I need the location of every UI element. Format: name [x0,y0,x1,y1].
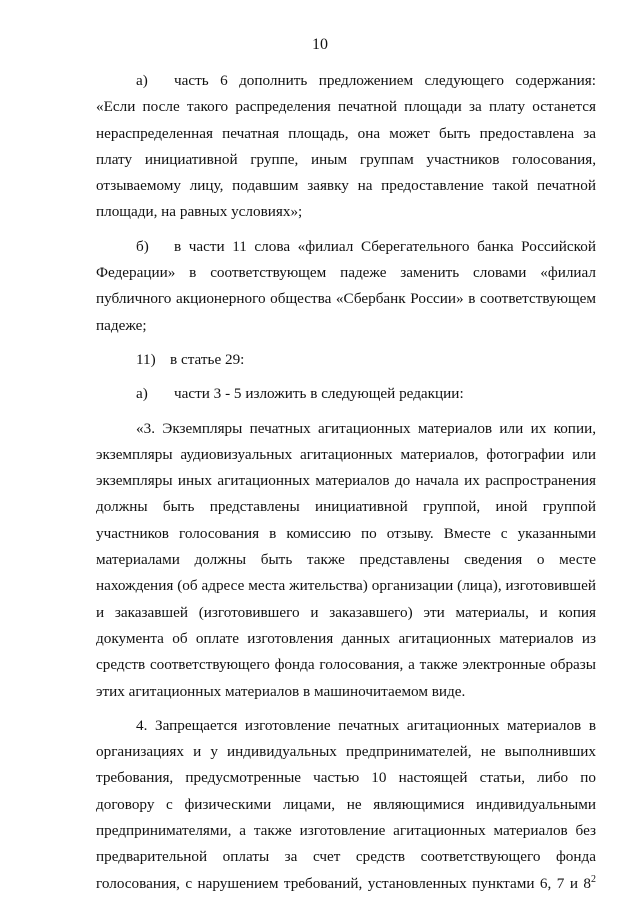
item-label-b: б) [136,237,149,255]
paragraph-article29 [96,347,596,373]
page-number: 10 [312,36,328,53]
item-label-a: а) [136,385,148,403]
paragraph-part6-amendment [96,68,596,226]
paragraph-text: части 3 - 5 изложить в следующей редакции: [174,385,464,403]
paragraph-parts3-5 [96,381,596,407]
paragraph-text: часть 6 дополнить предложением следующего содержания: «Если после такого распределения печатной площади за плату останется нераспределенная печатная площадь, она может быть предоставлена за плату инициативной группе, иным группам участников голосования, отзываемому лицу, подавшим заявку на предоставление такой печатной площади, на равных условиях»; [96,72,596,221]
paragraph-text: в статье 29: [170,350,245,368]
paragraph-part11-amendment [96,234,596,339]
paragraph-text: в части 11 слова «филиал Сберегательного банка Российской Федерации» в соответствующем падеже заменить словами «филиал публичного акционерного общества «Сбербанк России» в соответствующем падеже; [96,237,596,334]
paragraph-part4-text [96,713,596,897]
paragraph-text: «3. Экземпляры печатных агитационных материалов или их копии, экземпляры аудиовизуальных агитационных материалов, фотографии или экземпляры иных агитационных материалов до начала их распространения должны быть представлены инициативной группой, иной группой участников голосования в комиссию по отзыву. Вместе с указанными материалами должны быть также представлены сведения о месте нахождения (об адресе места жительства) организации (лица), изготовившей и заказавшей (изготовившего и заказавшего) эти материалы, и копия документа об оплате изготовления данных агитационных материалов из средств соответствующего фонда голосования, а также электронные образы этих агитационных материалов в машиночитаемом виде. [96,419,596,700]
paragraph-part3-text [96,416,596,705]
item-label-a: а) [136,72,148,89]
superscript-2: 2 [591,873,596,885]
document-body [96,68,596,897]
paragraph-text: 4. Запрещается изготовление печатных агитационных материалов в организациях и у индивидуальных предпринимателей, не выполнивших требования, предусмотренные частью 10 настоящей статьи, либо по договору с физическими лицами, не являющимися индивидуальными предпринимателями, а также изготовление агитационных материалов без предварительной оплаты за счет средств соответствующего фонда голосования, с нарушением требований, установленных пунктами 6, 7 и 8 [96,716,596,892]
item-label-11: 11) [136,350,156,368]
